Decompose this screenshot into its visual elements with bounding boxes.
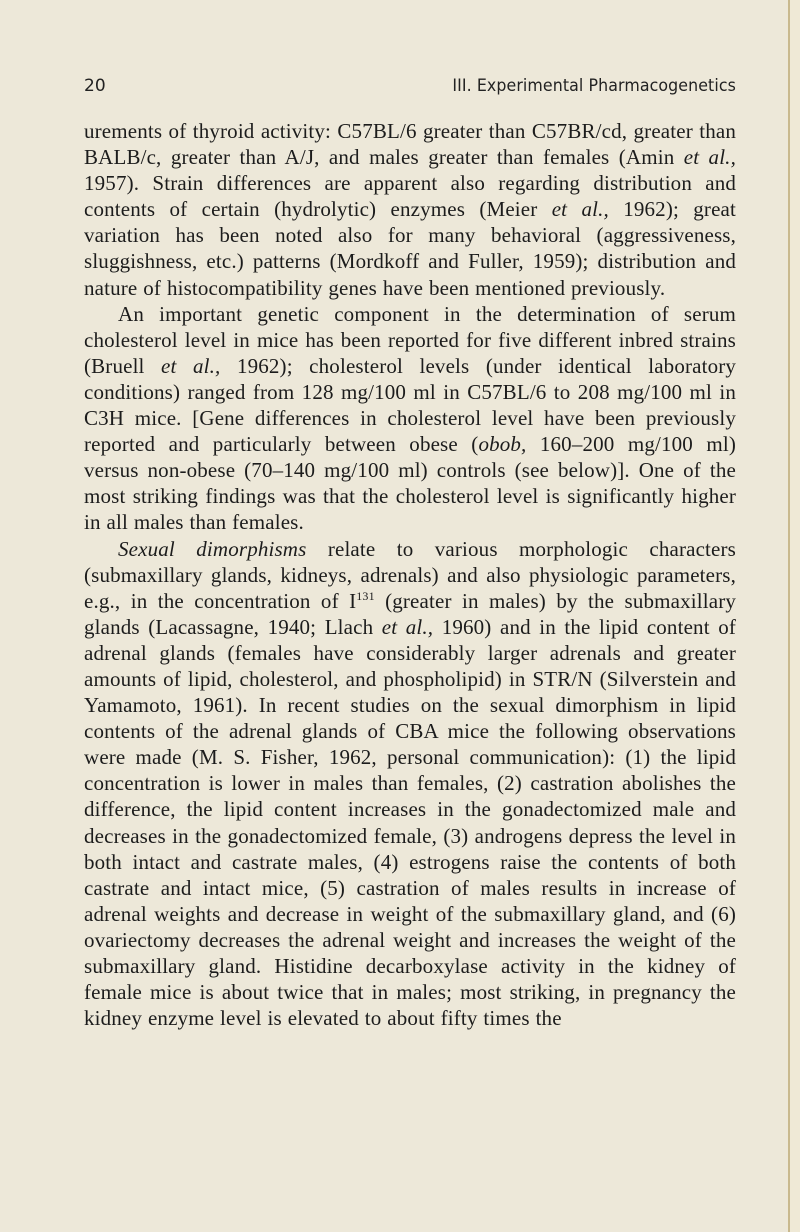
chapter-title: III. Experimental Pharmacogenetics (452, 76, 736, 96)
italic-text: obob, (478, 432, 527, 457)
body-text (84, 118, 736, 1031)
text-run: urements of thyroid activity: C57BL/6 greater than C57BR/cd, greater than BALB/c, greater than A/J, and males greater than females (Amin (84, 119, 736, 170)
text-run: 1960) and in the lipid content of adrenal glands (females have considerably larger adrenals and greater amounts of lipid, cholesterol, and phospholipid) in STR/N (Silverstein and Yamamoto, 1961). In recent studies on the sexual dimorphism in lipid contents of the adrenal glands of CBA mice the following observations were made (M. S. Fisher, 1962, personal communication): (1) the lipid concentration is lower in males than females, (2) castration abolishes the difference, the lipid content increases in the gonadectomized male and decreases in the gonadectomized female, (3) androgens depress the level in both intact and castrate males, (4) estrogens raise the contents of both castrate and intact mice, (5) castration of males results in increase of adrenal weights and decrease in weight of the submaxillary gland, and (6) ovariectomy decreases the adrenal weight and increases the weight of the submaxillary gland. Histidine decarboxylase activity in the kidney of female mice is about twice that in males; most striking, in pregnancy the kidney enzyme level is elevated to about fifty times the (84, 614, 736, 1031)
running-head (84, 76, 736, 104)
text-run: 160–200 mg/100 ml) versus non-obese (70–140 mg/100 ml) controls (see below)]. One of the most striking findings was that the cholesterol level is significantly higher in all males than females. (84, 432, 736, 535)
paragraph-serum-cholesterol (84, 301, 736, 536)
text-run: 1962); cholesterol levels (under identical laboratory conditions) ranged from 128 mg/100 ml in C57BL/6 to 208 mg/100 ml in C3H mice. [Gene differences in cholesterol level have been previously reported and particularly between obese ( (84, 353, 737, 457)
paragraph-sexual-dimorphisms (84, 536, 736, 1032)
text-run: (greater in males) by the submaxillary glands (Lacassagne, 1940; Llach (84, 588, 736, 639)
italic-text: Sexual dimorphisms (118, 536, 307, 561)
text-run: 1957). Strain differences are apparent also regarding distribution and contents of certain (hydrolytic) enzymes (Meier (84, 171, 736, 222)
italic-text: et al., (551, 197, 609, 222)
paragraph-thyroid-strain-differences (84, 118, 736, 301)
text-run: relate to various morphologic characters (submaxillary glands, kidneys, adrenals) and also physiologic parameters, e.g., in the concentration of I (84, 536, 736, 613)
text-run: An important genetic component in the determination of serum cholesterol level in mice has been reported for five different inbred strains (Bruell (84, 301, 736, 378)
superscript-text: 131 (356, 588, 375, 603)
italic-text: et al., (683, 145, 736, 170)
italic-text: et al., (161, 353, 221, 378)
text-run: 1962); great variation has been noted also for many behavioral (aggressiveness, sluggishness, etc.) patterns (Mordkoff and Fuller, 1959); distribution and nature of histocompatibility genes have been mentioned previously. (84, 197, 736, 300)
page-number: 20 (84, 76, 106, 96)
next-page-margin (790, 0, 800, 1232)
italic-text: et al., (381, 614, 434, 639)
